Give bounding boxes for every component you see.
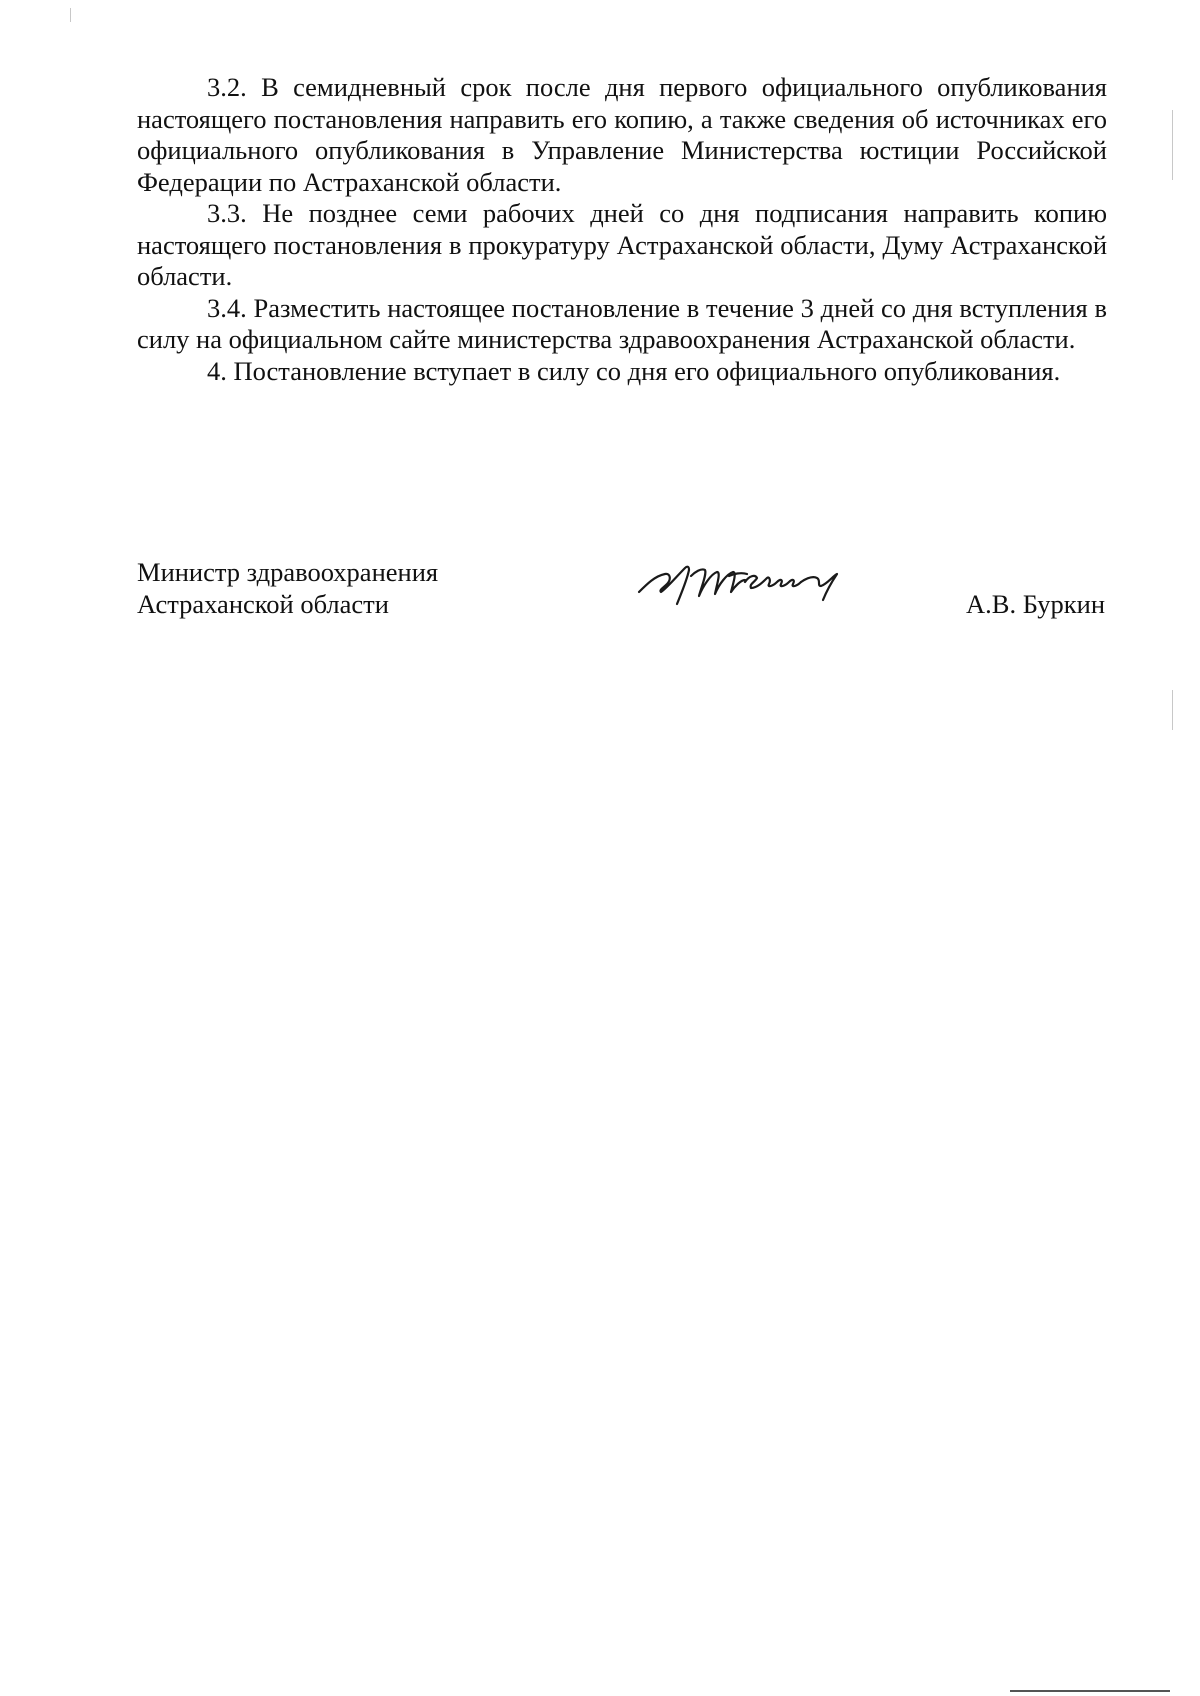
signatory-position-line-1: Министр здравоохранения [137,557,439,587]
signature-block [137,556,1107,636]
signatory-name: А.В. Буркин [966,589,1105,619]
scan-artifact-bottom [1010,1690,1170,1692]
scan-artifact-right-edge [1172,110,1173,180]
paragraph-4: 4. Постановление вступает в силу со дня его официального опубликования. [207,355,1061,386]
signatory-position-line-2: Астраханской области [137,589,389,619]
paragraph-3-2: 3.2. В семидневный срок после дня первого официального опубликования настоящего постановления направить его копию, а также сведения об источниках его официального опубликования в Управление Министерства юстиции Российской Федерации по Астраханской области. [137,72,1107,197]
scan-artifact-right-edge-lower [1172,690,1173,730]
paragraph-3-4: 3.4. Разместить настоящее постановление в течение 3 дней со дня вступления в силу на официальном сайте министерства здравоохранения Астраханской области. [137,292,1107,354]
scan-artifact-left-edge [70,8,71,22]
document-body [137,72,1107,387]
handwritten-signature-icon [637,554,877,614]
paragraph-3-3: 3.3. Не позднее семи рабочих дней со дня подписания направить копию настоящего постановления в прокуратуру Астраханской области, Думу Астраханской области. [137,198,1107,291]
signatory-position [137,556,438,620]
